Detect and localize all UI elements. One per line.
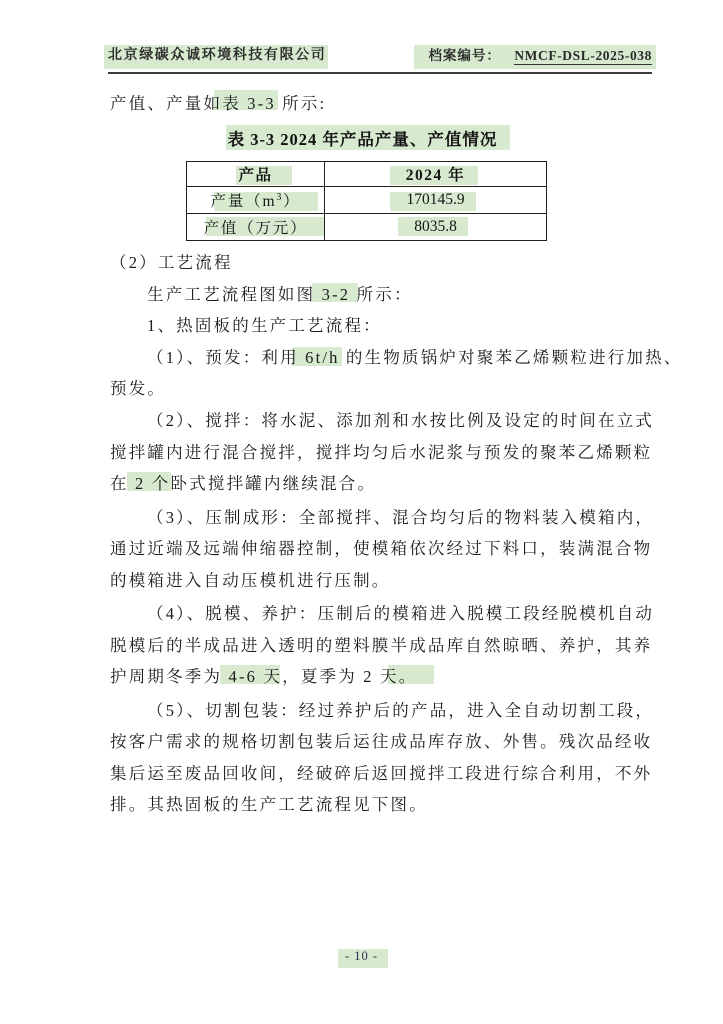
company-name: 北京绿碳众诚环境科技有限公司 [108, 48, 327, 63]
output-label-post: ） [283, 193, 301, 210]
body-line: （2）工艺流程 [110, 253, 233, 272]
table-cell-value-value: 8035.8 [325, 214, 547, 241]
body-line: 按客户需求的规格切割包装后运往成品库存放、外售。残次品经收 [110, 732, 653, 751]
body-line: （5）、切割包装：经过养护后的产品，进入全自动切割工段， [147, 701, 655, 720]
body-line: 预发。 [110, 379, 167, 398]
body-line: 集后运至废品回收间，经破碎后返回搅拌工段进行综合利用，不外 [110, 764, 653, 783]
archive-label: 档案编号： [428, 48, 501, 63]
output-label-pre: 产量（m [210, 193, 277, 210]
output-label-sup: 3 [276, 191, 284, 203]
archive-number: NMCF-DSL-2025-038 [514, 48, 652, 63]
table-row [187, 187, 547, 214]
body-line: 脱模后的半成品进入透明的塑料膜半成品库自然晾晒、养护，其养 [110, 636, 653, 655]
body-line: 排。其热固板的生产工艺流程见下图。 [110, 795, 428, 814]
table-header-product: 产品 [187, 162, 325, 187]
table-cell-output-label [187, 187, 325, 214]
body-line: 护周期冬季为 4-6 天，夏季为 2 天。 [110, 667, 418, 686]
page-header [108, 44, 652, 74]
body-line: 生产工艺流程图如图 3-2 所示： [147, 285, 413, 304]
table-cell-value-label: 产值（万元） [187, 214, 325, 241]
body-line: （1）、预发：利用 6t/h 的生物质锅炉对聚苯乙烯颗粒进行加热、 [147, 348, 683, 367]
table-header-year: 2024 年 [325, 162, 547, 187]
page-number: - 10 - [344, 949, 379, 963]
table-caption: 表 3-3 2024 年产品产量、产值情况 [227, 130, 498, 149]
body-line: （2）、搅拌：将水泥、添加剂和水按比例及设定的时间在立式 [147, 411, 655, 430]
body-line: （3）、压制成形：全部搅拌、混合均匀后的物料装入模箱内， [147, 508, 655, 527]
table-header-row [187, 162, 547, 187]
body-line: （4）、脱模、养护：压制后的模箱进入脱模工段经脱模机自动 [147, 604, 655, 623]
product-output-table [186, 161, 547, 241]
table-cell-output-value: 170145.9 [325, 187, 547, 214]
body-line: 的模箱进入自动压模机进行压制。 [110, 571, 391, 590]
body-line: 通过近端及远端伸缩器控制，使模箱依次经过下料口，装满混合物 [110, 539, 653, 558]
body-line: 搅拌罐内进行混合搅拌，搅拌均匀后水泥浆与预发的聚苯乙烯颗粒 [110, 443, 653, 462]
body-line: 产值、产量如表 3-3 所示: [110, 94, 327, 113]
body-line: 1、热固板的生产工艺流程： [147, 316, 382, 335]
archive-number-group [428, 44, 652, 64]
table-row [187, 214, 547, 241]
body-line: 在 2 个卧式搅拌罐内继续混合。 [110, 474, 377, 493]
